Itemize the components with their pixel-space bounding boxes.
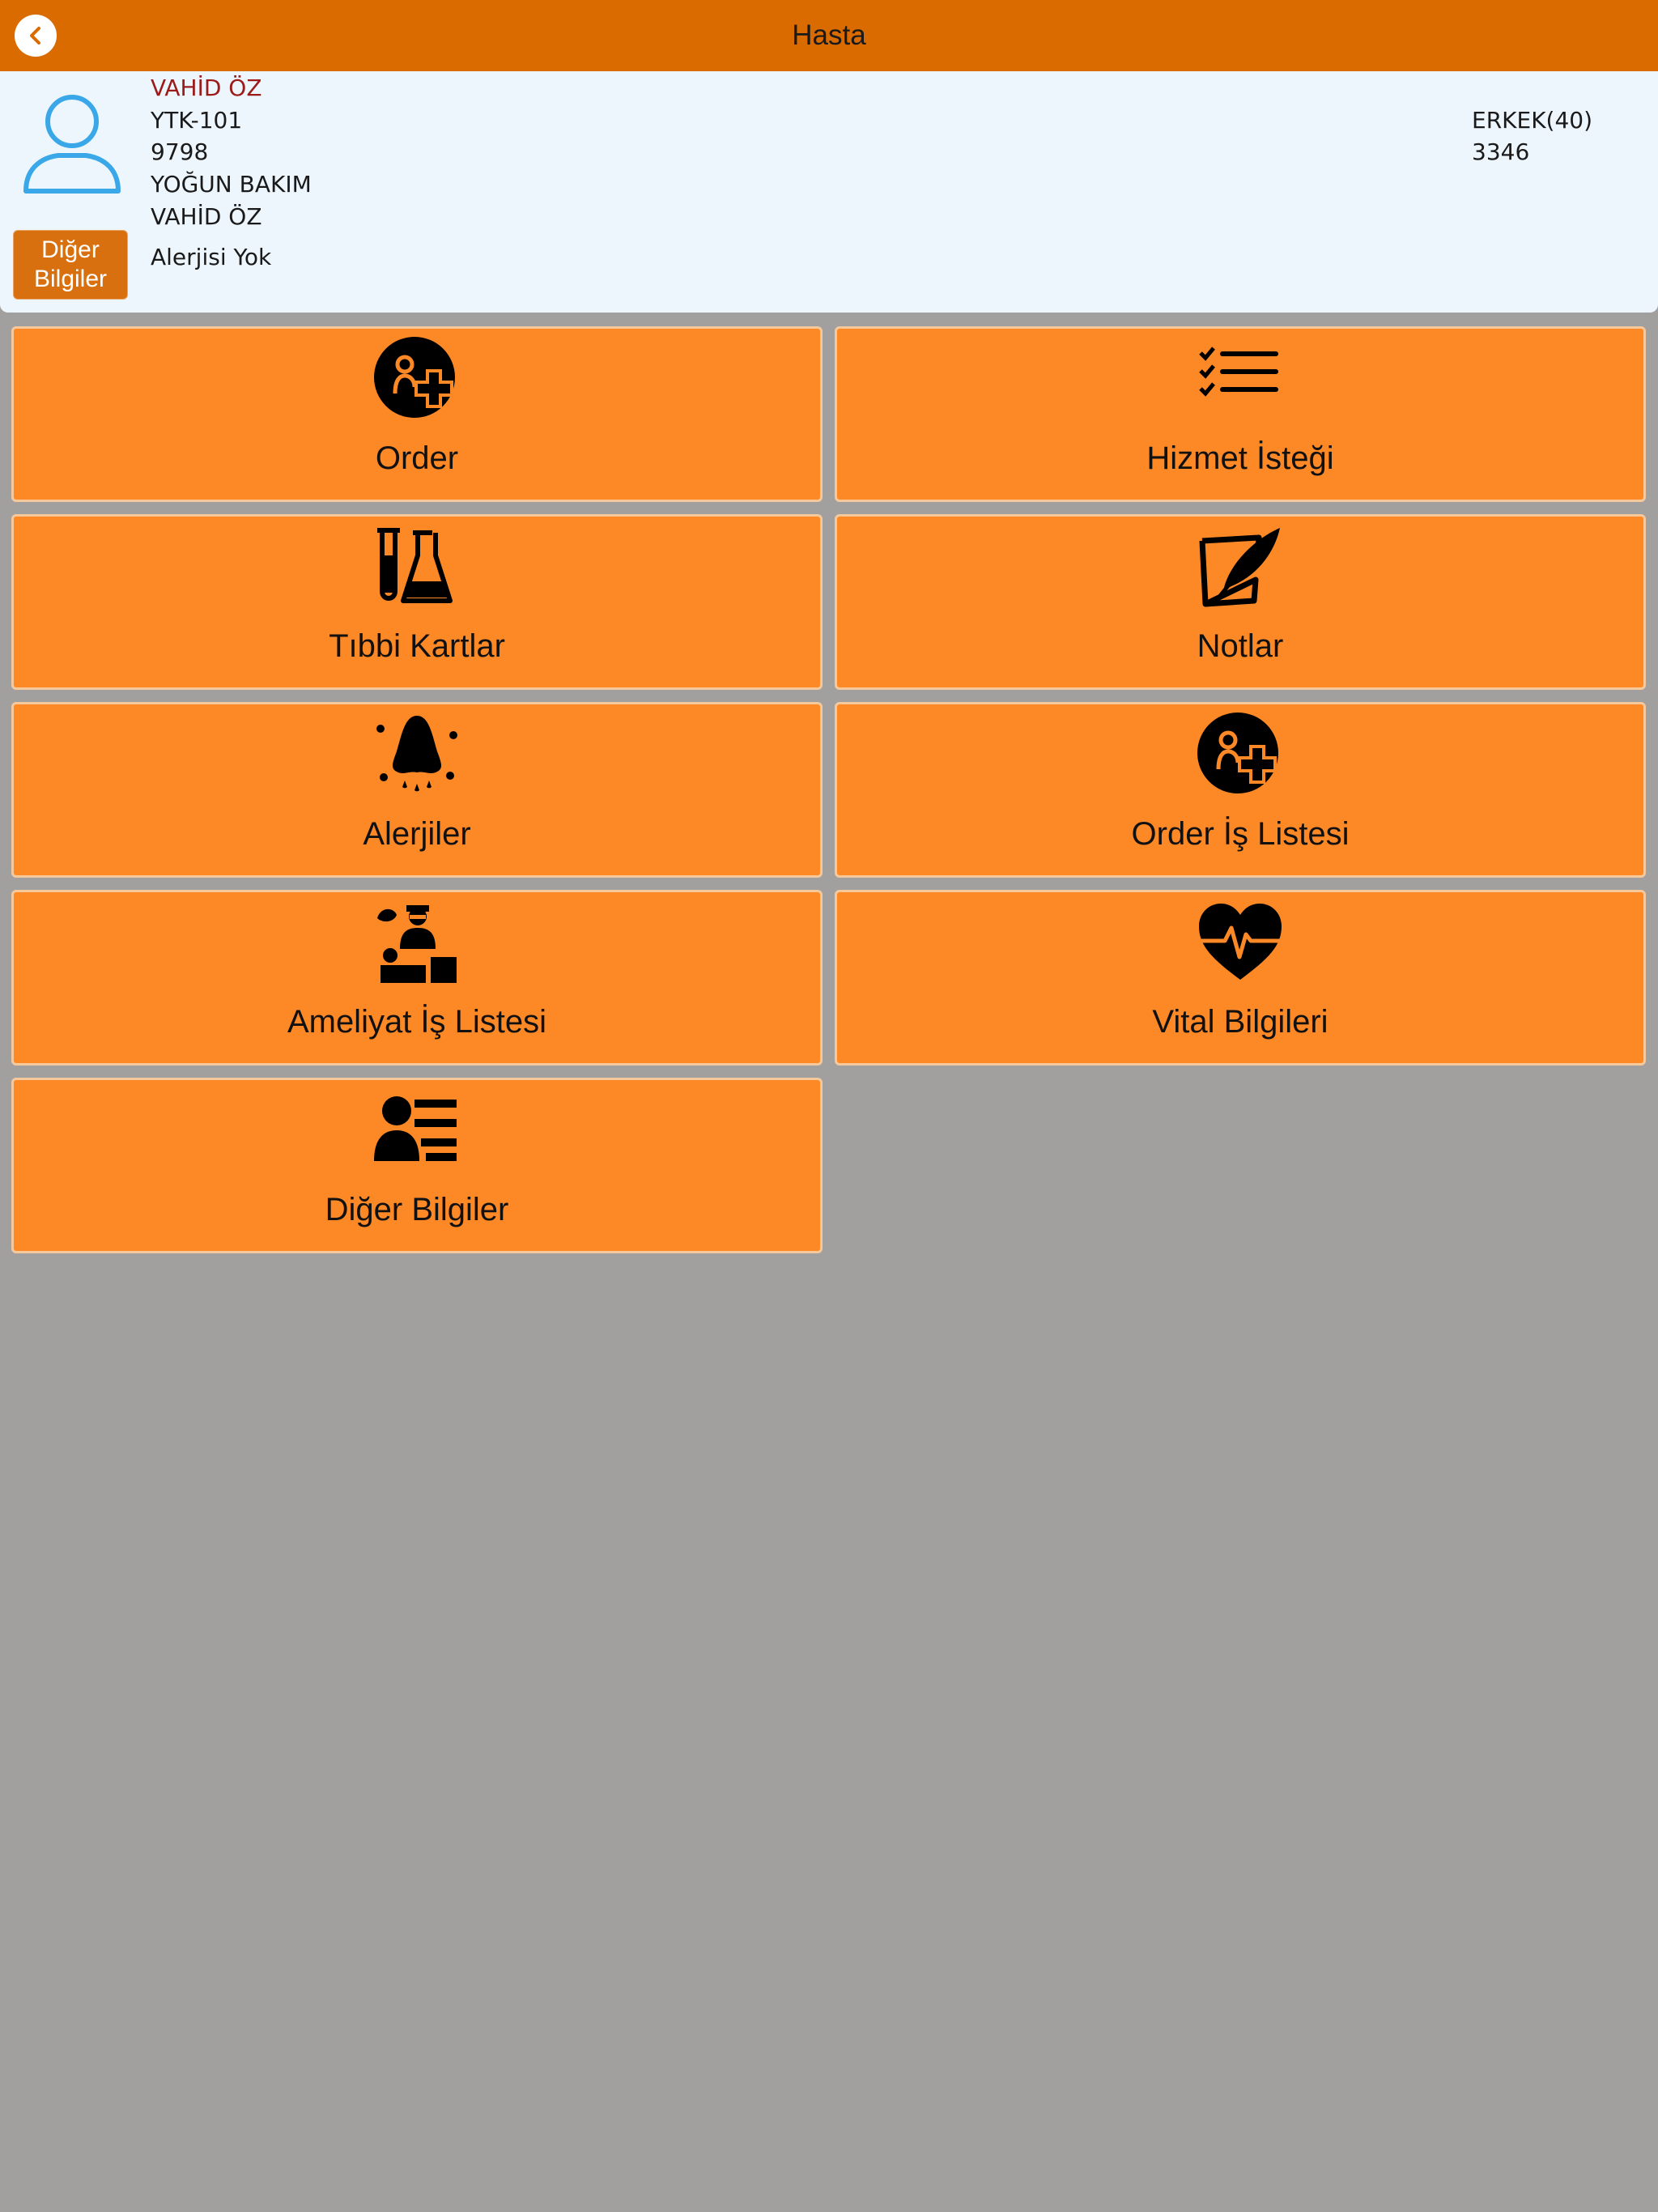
medical-cards-label: Tıbbi Kartlar <box>329 628 505 664</box>
order-label: Order <box>375 440 459 476</box>
patient-name: VAHİD ÖZ <box>151 74 262 101</box>
surgery-worklist-label: Ameliyat İş Listesi <box>287 1004 547 1040</box>
other-info-button-label: Diğer Bilgiler <box>33 236 108 292</box>
patient-gender-age: ERKEK(40) <box>1472 107 1593 134</box>
patient-doctor: VAHİD ÖZ <box>151 203 262 230</box>
medical-cards-tile[interactable] <box>11 514 823 690</box>
vitals-tile[interactable] <box>835 890 1646 1066</box>
surgery-worklist-tile[interactable] <box>11 890 823 1066</box>
user-outline-icon <box>18 87 126 201</box>
avatar <box>18 87 126 205</box>
patient-id: 3346 <box>1472 138 1530 165</box>
checklist-icon <box>1196 335 1285 424</box>
lab-flask-icon <box>372 523 461 612</box>
back-button[interactable] <box>15 15 57 57</box>
order-worklist-label: Order İş Listesi <box>1131 816 1350 852</box>
notes-label: Notlar <box>1197 628 1284 664</box>
heart-pulse-icon <box>1196 899 1285 988</box>
patient-code: YTK-101 <box>151 107 243 134</box>
service-request-tile[interactable] <box>835 326 1646 502</box>
surgeon-icon <box>372 899 461 988</box>
notes-tile[interactable] <box>835 514 1646 690</box>
chevron-left-icon <box>23 23 48 48</box>
patient-allergy-status: Alerjisi Yok <box>151 244 272 270</box>
doctor-plus-icon <box>372 335 461 424</box>
allergies-tile[interactable] <box>11 702 823 878</box>
other-info-tile[interactable] <box>11 1078 823 1253</box>
person-card-icon <box>372 1087 461 1176</box>
note-feather-icon <box>1196 523 1285 612</box>
other-info-button[interactable] <box>13 230 128 300</box>
vitals-label: Vital Bilgileri <box>1152 1004 1329 1040</box>
top-navigation-bar <box>0 0 1658 71</box>
service-request-label: Hizmet İsteği <box>1146 440 1334 476</box>
other-info-label: Diğer Bilgiler <box>325 1192 509 1227</box>
doctor-plus-icon <box>1196 711 1285 800</box>
allergy-nose-icon <box>372 711 461 800</box>
patient-ward: YOĞUN BAKIM <box>151 171 312 198</box>
order-worklist-tile[interactable] <box>835 702 1646 878</box>
allergies-label: Alerjiler <box>363 816 471 852</box>
patient-number: 9798 <box>151 138 209 165</box>
page-title: Hasta <box>792 19 866 51</box>
order-tile[interactable] <box>11 326 823 502</box>
